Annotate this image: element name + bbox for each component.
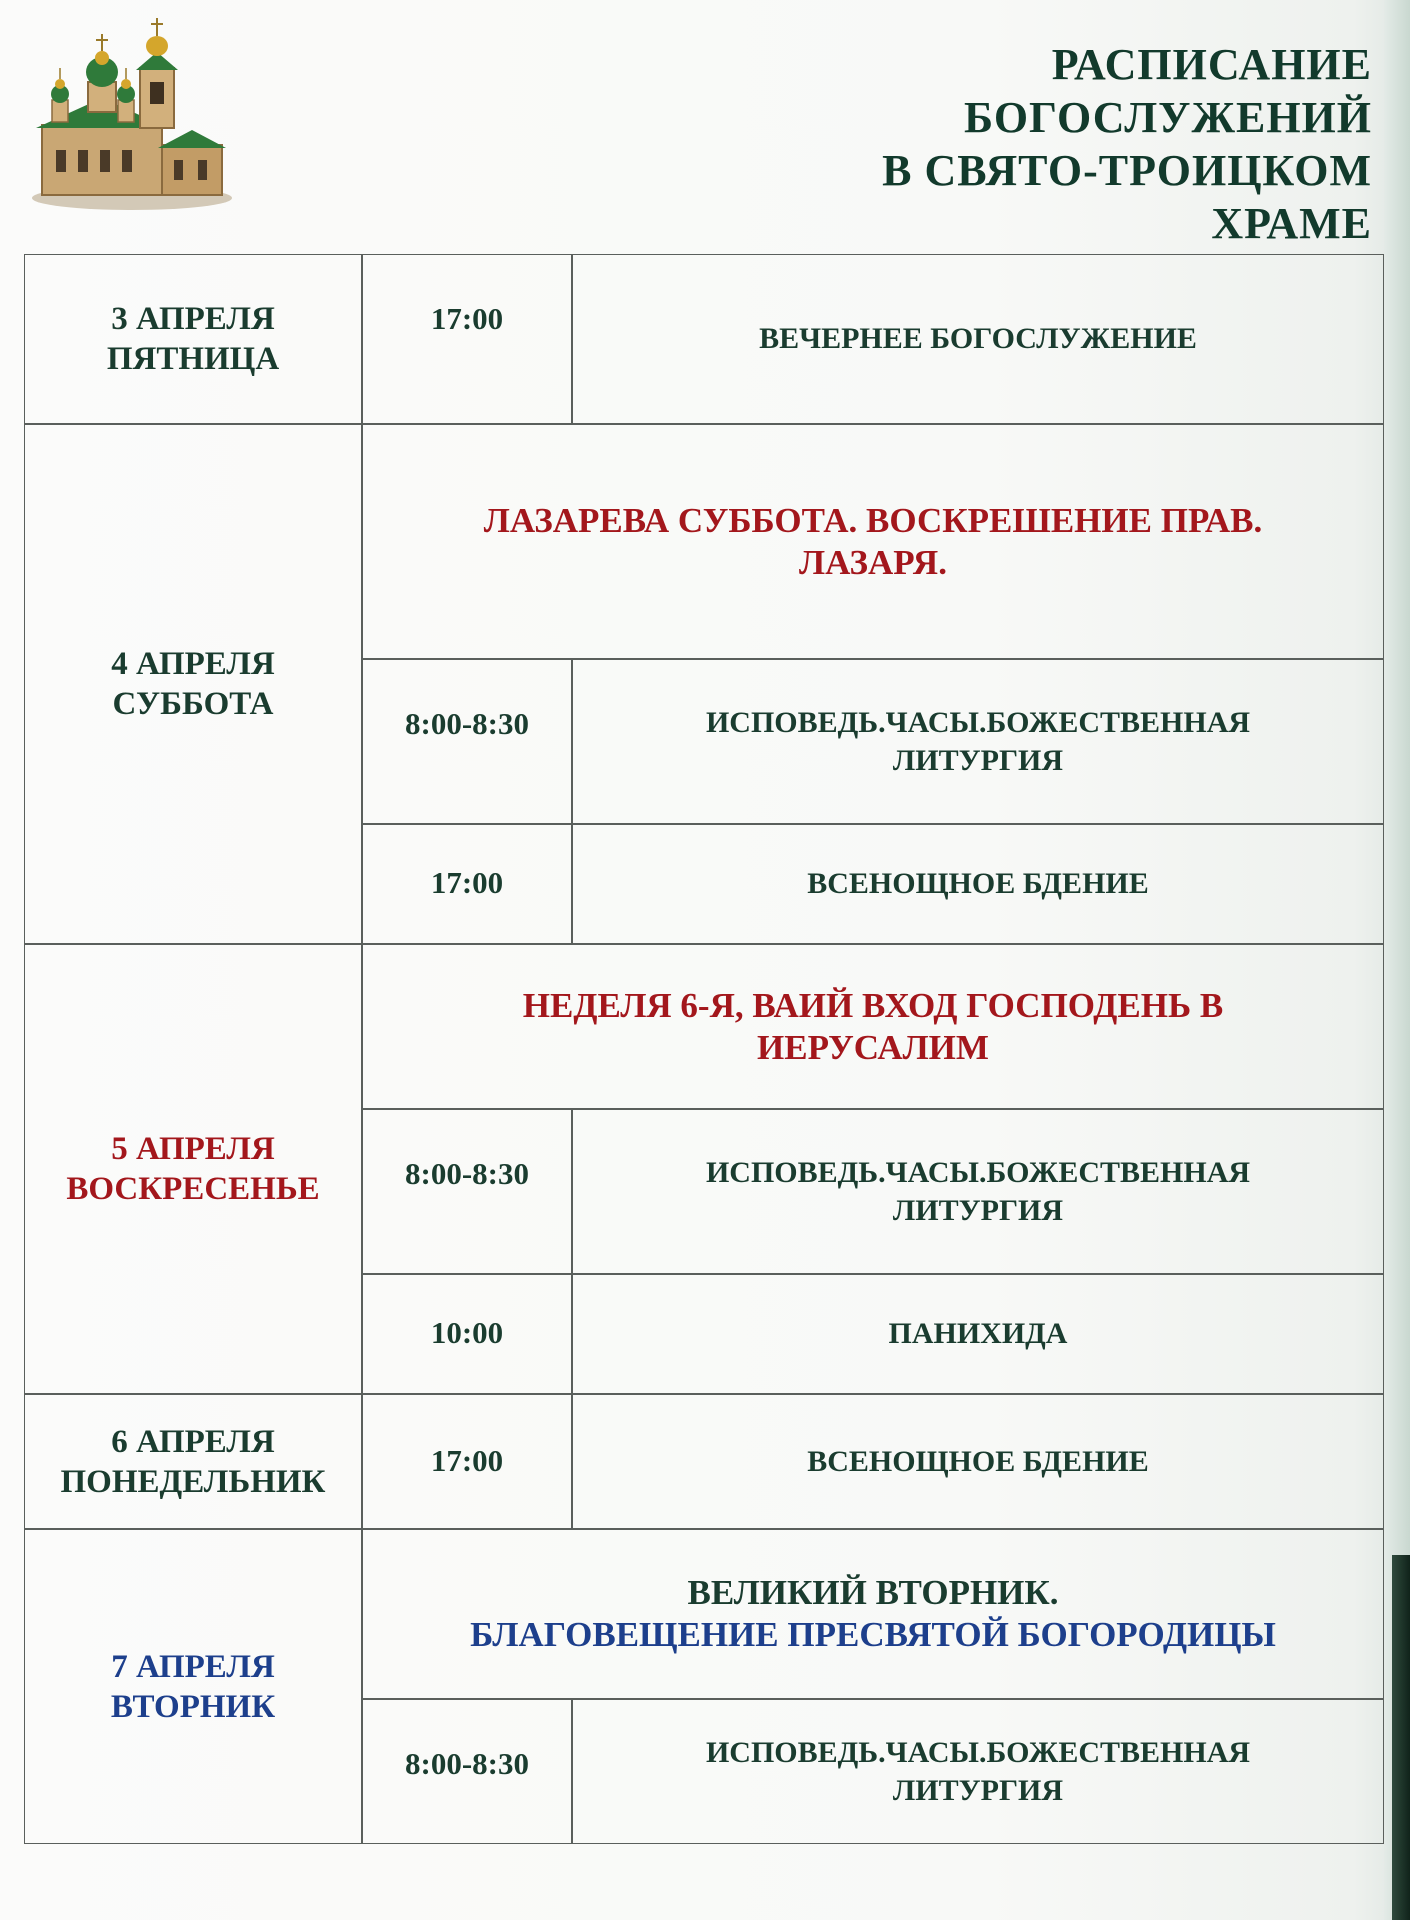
- feast-line: ИЕРУСАЛИМ: [757, 1027, 989, 1067]
- service-cell: [572, 659, 1384, 824]
- service-time: 8:00-8:30: [405, 1156, 529, 1191]
- weekday: ПЯТНИЦА: [106, 341, 280, 377]
- feast-line: ВЕЛИКИЙ ВТОРНИК.: [687, 1573, 1059, 1612]
- service-time: 10:00: [430, 1315, 504, 1350]
- service-name-line: ЛИТУРГИЯ: [892, 1193, 1064, 1227]
- time-cell: [362, 1109, 572, 1274]
- weekday: СУББОТА: [112, 686, 274, 722]
- date: 4 АПРЕЛЯ: [111, 646, 275, 682]
- time-cell: [362, 1699, 572, 1844]
- title-line: БОГОСЛУЖЕНИЙ: [964, 93, 1372, 142]
- date-cell: [24, 944, 362, 1394]
- date-cell: [24, 1394, 362, 1529]
- service-time: 8:00-8:30: [405, 1746, 529, 1781]
- time-cell: [362, 824, 572, 944]
- feast-line: ЛАЗАРЕВА СУББОТА. ВОСКРЕШЕНИЕ ПРАВ.: [483, 500, 1263, 540]
- weekday: ВТОРНИК: [110, 1688, 276, 1725]
- title-line: ХРАМЕ: [1211, 199, 1372, 248]
- service-time: 17:00: [430, 865, 504, 900]
- service-cell: [572, 1274, 1384, 1394]
- service-time: 17:00: [430, 1443, 504, 1478]
- feast-line: НЕДЕЛЯ 6-Я, ВАИЙ ВХОД ГОСПОДЕНЬ В: [522, 985, 1224, 1025]
- feast-cell: [362, 944, 1384, 1109]
- feast-line: ЛАЗАРЯ.: [799, 542, 947, 582]
- feast-line: БЛАГОВЕЩЕНИЕ ПРЕСВЯТОЙ БОГОРОДИЦЫ: [470, 1615, 1276, 1654]
- church-icon: [22, 10, 234, 215]
- date: 6 АПРЕЛЯ: [111, 1423, 275, 1460]
- service-name-line: ИСПОВЕДЬ.ЧАСЫ.БОЖЕСТВЕННАЯ: [705, 1155, 1251, 1189]
- page-title: [812, 38, 1372, 250]
- time-cell: [362, 1394, 572, 1529]
- time-cell: [362, 1274, 572, 1394]
- service-name-line: ИСПОВЕДЬ.ЧАСЫ.БОЖЕСТВЕННАЯ: [705, 1735, 1251, 1769]
- service-name: ВСЕНОЩНОЕ БДЕНИЕ: [807, 1444, 1149, 1478]
- service-name-line: ЛИТУРГИЯ: [892, 743, 1064, 777]
- time-cell: [362, 659, 572, 824]
- service-cell: [572, 254, 1384, 424]
- date-cell: [24, 1529, 362, 1844]
- service-time: 17:00: [430, 301, 504, 336]
- title-line: В СВЯТО-ТРОИЦКОМ: [882, 146, 1372, 195]
- date-cell: [24, 424, 362, 944]
- service-name: ВЕЧЕРНЕЕ БОГОСЛУЖЕНИЕ: [759, 322, 1197, 355]
- service-cell: [572, 1699, 1384, 1844]
- title-line: РАСПИСАНИЕ: [1051, 40, 1372, 89]
- weekday: ВОСКРЕСЕНЬЕ: [66, 1171, 320, 1207]
- service-name: ВСЕНОЩНОЕ БДЕНИЕ: [807, 867, 1149, 900]
- service-name-line: ИСПОВЕДЬ.ЧАСЫ.БОЖЕСТВЕННАЯ: [705, 705, 1251, 739]
- date: 7 АПРЕЛЯ: [111, 1648, 275, 1685]
- binder-edge-dark: [1392, 1555, 1410, 1920]
- date: 5 АПРЕЛЯ: [111, 1131, 275, 1167]
- weekday: ПОНЕДЕЛЬНИК: [60, 1463, 326, 1500]
- date: 3 АПРЕЛЯ: [111, 301, 275, 337]
- service-time: 8:00-8:30: [405, 706, 529, 741]
- feast-cell: [362, 424, 1384, 659]
- feast-cell: [362, 1529, 1384, 1699]
- schedule-table: [24, 254, 1384, 1844]
- service-name-line: ЛИТУРГИЯ: [892, 1773, 1064, 1807]
- service-cell: [572, 824, 1384, 944]
- service-name: ПАНИХИДА: [888, 1317, 1068, 1350]
- date-cell: [24, 254, 362, 424]
- service-cell: [572, 1109, 1384, 1274]
- service-cell: [572, 1394, 1384, 1529]
- time-cell: [362, 254, 572, 424]
